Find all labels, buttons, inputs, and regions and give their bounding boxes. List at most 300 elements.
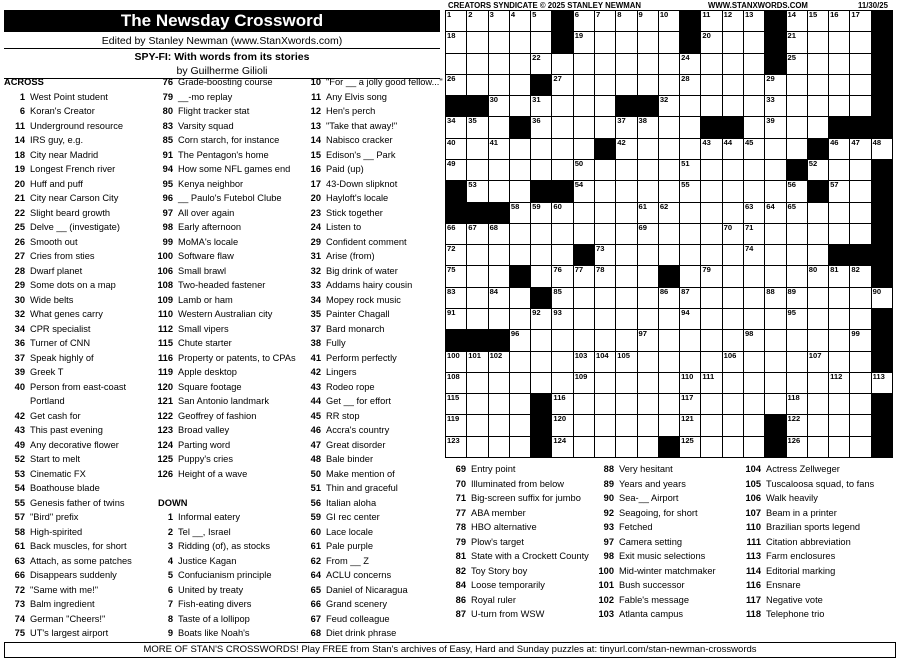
grid-cell[interactable] bbox=[786, 266, 807, 287]
grid-cell[interactable] bbox=[446, 266, 467, 287]
grid-cell[interactable] bbox=[680, 159, 701, 180]
grid-cell[interactable] bbox=[701, 138, 722, 159]
grid-cell[interactable] bbox=[637, 245, 658, 266]
grid-cell[interactable] bbox=[658, 138, 679, 159]
grid-cell[interactable] bbox=[807, 372, 828, 393]
grid-cell[interactable] bbox=[701, 11, 722, 32]
grid-cell[interactable] bbox=[616, 11, 637, 32]
grid-cell[interactable] bbox=[488, 138, 509, 159]
grid-cell[interactable] bbox=[765, 266, 786, 287]
grid-cell[interactable] bbox=[765, 223, 786, 244]
grid-cell[interactable] bbox=[446, 415, 467, 436]
grid-cell[interactable] bbox=[509, 308, 530, 329]
grid-cell[interactable] bbox=[807, 330, 828, 351]
grid-cell[interactable] bbox=[637, 372, 658, 393]
grid-cell[interactable] bbox=[807, 202, 828, 223]
grid-cell[interactable] bbox=[829, 266, 850, 287]
grid-cell[interactable] bbox=[467, 308, 488, 329]
grid-cell[interactable] bbox=[637, 53, 658, 74]
grid-cell[interactable] bbox=[594, 394, 615, 415]
grid-cell[interactable] bbox=[680, 330, 701, 351]
grid-cell[interactable] bbox=[616, 138, 637, 159]
grid-cell[interactable] bbox=[786, 287, 807, 308]
grid-cell[interactable] bbox=[573, 202, 594, 223]
grid-cell[interactable] bbox=[531, 266, 552, 287]
grid-cell[interactable] bbox=[722, 74, 743, 95]
grid-cell[interactable] bbox=[616, 394, 637, 415]
grid-cell[interactable] bbox=[680, 372, 701, 393]
grid-cell[interactable] bbox=[850, 11, 871, 32]
grid-cell[interactable] bbox=[850, 394, 871, 415]
grid-cell[interactable] bbox=[680, 202, 701, 223]
grid-cell[interactable] bbox=[765, 308, 786, 329]
grid-cell[interactable] bbox=[531, 32, 552, 53]
grid-cell[interactable] bbox=[594, 245, 615, 266]
grid-cell[interactable] bbox=[573, 351, 594, 372]
grid-cell[interactable] bbox=[765, 117, 786, 138]
grid-cell[interactable] bbox=[743, 415, 764, 436]
grid-cell[interactable] bbox=[658, 372, 679, 393]
grid-cell[interactable] bbox=[616, 266, 637, 287]
grid-cell[interactable] bbox=[594, 372, 615, 393]
grid-cell[interactable] bbox=[446, 436, 467, 457]
grid-cell[interactable] bbox=[509, 11, 530, 32]
grid-cell[interactable] bbox=[722, 266, 743, 287]
grid-cell[interactable] bbox=[765, 351, 786, 372]
grid-cell[interactable] bbox=[743, 74, 764, 95]
grid-cell[interactable] bbox=[446, 223, 467, 244]
grid-cell[interactable] bbox=[786, 245, 807, 266]
grid-cell[interactable] bbox=[594, 159, 615, 180]
grid-cell[interactable] bbox=[786, 308, 807, 329]
grid-cell[interactable] bbox=[765, 202, 786, 223]
grid-cell[interactable] bbox=[531, 96, 552, 117]
grid-cell[interactable] bbox=[509, 351, 530, 372]
grid-cell[interactable] bbox=[552, 74, 573, 95]
grid-cell[interactable] bbox=[743, 159, 764, 180]
grid-cell[interactable] bbox=[446, 53, 467, 74]
grid-cell[interactable] bbox=[509, 32, 530, 53]
grid-cell[interactable] bbox=[850, 96, 871, 117]
grid-cell[interactable] bbox=[701, 330, 722, 351]
grid-cell[interactable] bbox=[594, 436, 615, 457]
grid-cell[interactable] bbox=[552, 202, 573, 223]
grid-cell[interactable] bbox=[807, 223, 828, 244]
grid-cell[interactable] bbox=[680, 96, 701, 117]
grid-cell[interactable] bbox=[722, 351, 743, 372]
grid-cell[interactable] bbox=[573, 223, 594, 244]
grid-cell[interactable] bbox=[467, 74, 488, 95]
grid-cell[interactable] bbox=[467, 394, 488, 415]
grid-cell[interactable] bbox=[722, 181, 743, 202]
grid-cell[interactable] bbox=[531, 245, 552, 266]
grid-cell[interactable] bbox=[552, 330, 573, 351]
grid-cell[interactable] bbox=[509, 394, 530, 415]
grid-cell[interactable] bbox=[488, 436, 509, 457]
grid-cell[interactable] bbox=[722, 159, 743, 180]
grid-cell[interactable] bbox=[786, 53, 807, 74]
grid-cell[interactable] bbox=[446, 32, 467, 53]
grid-cell[interactable] bbox=[531, 117, 552, 138]
grid-cell[interactable] bbox=[701, 96, 722, 117]
grid-cell[interactable] bbox=[722, 245, 743, 266]
grid-cell[interactable] bbox=[701, 223, 722, 244]
grid-cell[interactable] bbox=[573, 308, 594, 329]
grid-cell[interactable] bbox=[765, 394, 786, 415]
grid-cell[interactable] bbox=[850, 266, 871, 287]
grid-cell[interactable] bbox=[531, 11, 552, 32]
grid-cell[interactable] bbox=[722, 287, 743, 308]
grid-cell[interactable] bbox=[765, 74, 786, 95]
grid-cell[interactable] bbox=[786, 436, 807, 457]
grid-cell[interactable] bbox=[658, 181, 679, 202]
grid-cell[interactable] bbox=[701, 202, 722, 223]
grid-cell[interactable] bbox=[743, 96, 764, 117]
grid-cell[interactable] bbox=[573, 330, 594, 351]
grid-cell[interactable] bbox=[616, 181, 637, 202]
grid-cell[interactable] bbox=[531, 330, 552, 351]
grid-cell[interactable] bbox=[786, 202, 807, 223]
grid-cell[interactable] bbox=[446, 74, 467, 95]
grid-cell[interactable] bbox=[680, 223, 701, 244]
grid-cell[interactable] bbox=[509, 138, 530, 159]
grid-cell[interactable] bbox=[680, 351, 701, 372]
grid-cell[interactable] bbox=[722, 138, 743, 159]
grid-cell[interactable] bbox=[807, 266, 828, 287]
grid-cell[interactable] bbox=[765, 96, 786, 117]
grid-cell[interactable] bbox=[552, 266, 573, 287]
grid-cell[interactable] bbox=[616, 415, 637, 436]
grid-cell[interactable] bbox=[722, 308, 743, 329]
grid-cell[interactable] bbox=[637, 117, 658, 138]
grid-cell[interactable] bbox=[467, 436, 488, 457]
grid-cell[interactable] bbox=[701, 415, 722, 436]
grid-cell[interactable] bbox=[467, 181, 488, 202]
grid-cell[interactable] bbox=[594, 32, 615, 53]
grid-cell[interactable] bbox=[807, 245, 828, 266]
grid-cell[interactable] bbox=[616, 74, 637, 95]
grid-cell[interactable] bbox=[850, 181, 871, 202]
grid-cell[interactable] bbox=[637, 181, 658, 202]
grid-cell[interactable] bbox=[594, 11, 615, 32]
grid-cell[interactable] bbox=[637, 415, 658, 436]
grid-cell[interactable] bbox=[829, 287, 850, 308]
grid-cell[interactable] bbox=[829, 394, 850, 415]
crossword-grid[interactable] bbox=[445, 10, 893, 458]
grid-cell[interactable] bbox=[829, 330, 850, 351]
grid-cell[interactable] bbox=[743, 351, 764, 372]
grid-cell[interactable] bbox=[722, 394, 743, 415]
grid-cell[interactable] bbox=[743, 202, 764, 223]
grid-cell[interactable] bbox=[488, 245, 509, 266]
grid-cell[interactable] bbox=[616, 117, 637, 138]
grid-cell[interactable] bbox=[701, 372, 722, 393]
grid-cell[interactable] bbox=[594, 415, 615, 436]
grid-cell[interactable] bbox=[829, 53, 850, 74]
grid-cell[interactable] bbox=[637, 308, 658, 329]
grid-cell[interactable] bbox=[509, 159, 530, 180]
grid-cell[interactable] bbox=[488, 11, 509, 32]
grid-cell[interactable] bbox=[446, 394, 467, 415]
grid-cell[interactable] bbox=[637, 330, 658, 351]
grid-cell[interactable] bbox=[658, 330, 679, 351]
grid-cell[interactable] bbox=[531, 372, 552, 393]
grid-cell[interactable] bbox=[531, 159, 552, 180]
grid-cell[interactable] bbox=[616, 436, 637, 457]
grid-cell[interactable] bbox=[573, 394, 594, 415]
grid-cell[interactable] bbox=[786, 138, 807, 159]
grid-cell[interactable] bbox=[871, 138, 892, 159]
grid-cell[interactable] bbox=[509, 96, 530, 117]
grid-cell[interactable] bbox=[531, 202, 552, 223]
grid-cell[interactable] bbox=[871, 287, 892, 308]
grid-cell[interactable] bbox=[446, 308, 467, 329]
grid-cell[interactable] bbox=[658, 11, 679, 32]
grid-cell[interactable] bbox=[850, 74, 871, 95]
grid-cell[interactable] bbox=[701, 394, 722, 415]
grid-cell[interactable] bbox=[701, 266, 722, 287]
grid-cell[interactable] bbox=[509, 245, 530, 266]
grid-cell[interactable] bbox=[531, 138, 552, 159]
grid-cell[interactable] bbox=[850, 223, 871, 244]
grid-cell[interactable] bbox=[509, 287, 530, 308]
grid-cell[interactable] bbox=[743, 32, 764, 53]
grid-cell[interactable] bbox=[552, 53, 573, 74]
grid-cell[interactable] bbox=[829, 436, 850, 457]
grid-cell[interactable] bbox=[850, 202, 871, 223]
grid-cell[interactable] bbox=[701, 181, 722, 202]
grid-cell[interactable] bbox=[658, 117, 679, 138]
grid-cell[interactable] bbox=[807, 394, 828, 415]
grid-cell[interactable] bbox=[786, 11, 807, 32]
grid-cell[interactable] bbox=[765, 330, 786, 351]
grid-cell[interactable] bbox=[786, 394, 807, 415]
grid-cell[interactable] bbox=[488, 287, 509, 308]
grid-cell[interactable] bbox=[701, 159, 722, 180]
grid-cell[interactable] bbox=[573, 53, 594, 74]
grid-cell[interactable] bbox=[680, 308, 701, 329]
grid-cell[interactable] bbox=[850, 330, 871, 351]
grid-cell[interactable] bbox=[743, 394, 764, 415]
grid-cell[interactable] bbox=[616, 53, 637, 74]
grid-cell[interactable] bbox=[743, 372, 764, 393]
grid-cell[interactable] bbox=[743, 11, 764, 32]
grid-cell[interactable] bbox=[850, 372, 871, 393]
grid-cell[interactable] bbox=[552, 138, 573, 159]
grid-cell[interactable] bbox=[658, 394, 679, 415]
grid-cell[interactable] bbox=[509, 372, 530, 393]
grid-cell[interactable] bbox=[680, 138, 701, 159]
grid-cell[interactable] bbox=[807, 74, 828, 95]
grid-cell[interactable] bbox=[573, 32, 594, 53]
grid-cell[interactable] bbox=[680, 245, 701, 266]
grid-cell[interactable] bbox=[850, 32, 871, 53]
grid-cell[interactable] bbox=[573, 415, 594, 436]
grid-cell[interactable] bbox=[467, 372, 488, 393]
grid-cell[interactable] bbox=[467, 351, 488, 372]
grid-cell[interactable] bbox=[488, 394, 509, 415]
grid-cell[interactable] bbox=[722, 32, 743, 53]
grid-cell[interactable] bbox=[637, 436, 658, 457]
grid-cell[interactable] bbox=[829, 11, 850, 32]
grid-cell[interactable] bbox=[637, 266, 658, 287]
grid-cell[interactable] bbox=[552, 351, 573, 372]
grid-cell[interactable] bbox=[552, 96, 573, 117]
grid-cell[interactable] bbox=[658, 74, 679, 95]
grid-cell[interactable] bbox=[658, 287, 679, 308]
grid-cell[interactable] bbox=[765, 181, 786, 202]
grid-cell[interactable] bbox=[637, 223, 658, 244]
grid-cell[interactable] bbox=[850, 53, 871, 74]
grid-cell[interactable] bbox=[467, 138, 488, 159]
grid-cell[interactable] bbox=[488, 372, 509, 393]
grid-cell[interactable] bbox=[743, 436, 764, 457]
grid-cell[interactable] bbox=[467, 11, 488, 32]
grid-cell[interactable] bbox=[594, 308, 615, 329]
grid-cell[interactable] bbox=[552, 436, 573, 457]
grid-cell[interactable] bbox=[616, 245, 637, 266]
grid-cell[interactable] bbox=[743, 266, 764, 287]
grid-cell[interactable] bbox=[594, 74, 615, 95]
grid-cell[interactable] bbox=[616, 202, 637, 223]
grid-cell[interactable] bbox=[594, 223, 615, 244]
grid-cell[interactable] bbox=[829, 74, 850, 95]
grid-cell[interactable] bbox=[594, 330, 615, 351]
grid-cell[interactable] bbox=[829, 415, 850, 436]
grid-cell[interactable] bbox=[616, 351, 637, 372]
grid-cell[interactable] bbox=[552, 394, 573, 415]
grid-cell[interactable] bbox=[743, 181, 764, 202]
grid-cell[interactable] bbox=[850, 308, 871, 329]
grid-cell[interactable] bbox=[637, 74, 658, 95]
grid-cell[interactable] bbox=[573, 74, 594, 95]
grid-cell[interactable] bbox=[871, 372, 892, 393]
grid-cell[interactable] bbox=[467, 266, 488, 287]
grid-cell[interactable] bbox=[743, 245, 764, 266]
grid-cell[interactable] bbox=[743, 138, 764, 159]
grid-cell[interactable] bbox=[829, 202, 850, 223]
grid-cell[interactable] bbox=[829, 372, 850, 393]
grid-cell[interactable] bbox=[722, 223, 743, 244]
grid-cell[interactable] bbox=[701, 436, 722, 457]
grid-cell[interactable] bbox=[829, 96, 850, 117]
grid-cell[interactable] bbox=[701, 351, 722, 372]
grid-cell[interactable] bbox=[829, 351, 850, 372]
grid-cell[interactable] bbox=[488, 181, 509, 202]
grid-cell[interactable] bbox=[637, 138, 658, 159]
grid-cell[interactable] bbox=[680, 117, 701, 138]
grid-cell[interactable] bbox=[573, 266, 594, 287]
grid-cell[interactable] bbox=[637, 351, 658, 372]
grid-cell[interactable] bbox=[701, 53, 722, 74]
grid-cell[interactable] bbox=[446, 287, 467, 308]
grid-cell[interactable] bbox=[765, 287, 786, 308]
grid-cell[interactable] bbox=[829, 138, 850, 159]
grid-cell[interactable] bbox=[850, 138, 871, 159]
grid-cell[interactable] bbox=[531, 308, 552, 329]
grid-cell[interactable] bbox=[658, 202, 679, 223]
grid-cell[interactable] bbox=[765, 159, 786, 180]
grid-cell[interactable] bbox=[552, 415, 573, 436]
grid-cell[interactable] bbox=[594, 181, 615, 202]
grid-cell[interactable] bbox=[743, 287, 764, 308]
grid-cell[interactable] bbox=[616, 372, 637, 393]
grid-cell[interactable] bbox=[680, 181, 701, 202]
grid-cell[interactable] bbox=[658, 351, 679, 372]
grid-cell[interactable] bbox=[446, 372, 467, 393]
grid-cell[interactable] bbox=[573, 436, 594, 457]
grid-cell[interactable] bbox=[446, 138, 467, 159]
grid-cell[interactable] bbox=[509, 53, 530, 74]
grid-cell[interactable] bbox=[786, 32, 807, 53]
grid-cell[interactable] bbox=[488, 32, 509, 53]
grid-cell[interactable] bbox=[509, 223, 530, 244]
grid-cell[interactable] bbox=[488, 351, 509, 372]
grid-cell[interactable] bbox=[807, 308, 828, 329]
grid-cell[interactable] bbox=[658, 308, 679, 329]
grid-cell[interactable] bbox=[531, 351, 552, 372]
grid-cell[interactable] bbox=[807, 117, 828, 138]
grid-cell[interactable] bbox=[658, 245, 679, 266]
grid-cell[interactable] bbox=[680, 415, 701, 436]
grid-cell[interactable] bbox=[637, 159, 658, 180]
grid-cell[interactable] bbox=[637, 287, 658, 308]
grid-cell[interactable] bbox=[743, 330, 764, 351]
grid-cell[interactable] bbox=[573, 96, 594, 117]
grid-cell[interactable] bbox=[573, 11, 594, 32]
grid-cell[interactable] bbox=[850, 159, 871, 180]
grid-cell[interactable] bbox=[616, 159, 637, 180]
grid-cell[interactable] bbox=[446, 11, 467, 32]
grid-cell[interactable] bbox=[594, 96, 615, 117]
grid-cell[interactable] bbox=[829, 308, 850, 329]
grid-cell[interactable] bbox=[807, 11, 828, 32]
grid-cell[interactable] bbox=[765, 138, 786, 159]
grid-cell[interactable] bbox=[488, 308, 509, 329]
grid-cell[interactable] bbox=[658, 159, 679, 180]
grid-cell[interactable] bbox=[594, 117, 615, 138]
grid-cell[interactable] bbox=[786, 117, 807, 138]
grid-cell[interactable] bbox=[807, 96, 828, 117]
grid-cell[interactable] bbox=[594, 266, 615, 287]
grid-cell[interactable] bbox=[786, 415, 807, 436]
grid-cell[interactable] bbox=[765, 372, 786, 393]
grid-cell[interactable] bbox=[446, 159, 467, 180]
grid-cell[interactable] bbox=[807, 351, 828, 372]
grid-cell[interactable] bbox=[829, 181, 850, 202]
grid-cell[interactable] bbox=[680, 287, 701, 308]
grid-cell[interactable] bbox=[722, 202, 743, 223]
grid-cell[interactable] bbox=[488, 266, 509, 287]
grid-cell[interactable] bbox=[509, 202, 530, 223]
grid-cell[interactable] bbox=[552, 287, 573, 308]
grid-cell[interactable] bbox=[552, 245, 573, 266]
grid-cell[interactable] bbox=[488, 117, 509, 138]
grid-cell[interactable] bbox=[573, 159, 594, 180]
grid-cell[interactable] bbox=[467, 117, 488, 138]
grid-cell[interactable] bbox=[488, 74, 509, 95]
grid-cell[interactable] bbox=[786, 372, 807, 393]
grid-cell[interactable] bbox=[467, 245, 488, 266]
grid-cell[interactable] bbox=[680, 74, 701, 95]
grid-cell[interactable] bbox=[573, 287, 594, 308]
grid-cell[interactable] bbox=[765, 245, 786, 266]
grid-cell[interactable] bbox=[829, 223, 850, 244]
grid-cell[interactable] bbox=[807, 53, 828, 74]
grid-cell[interactable] bbox=[594, 53, 615, 74]
grid-cell[interactable] bbox=[488, 159, 509, 180]
grid-cell[interactable] bbox=[616, 330, 637, 351]
